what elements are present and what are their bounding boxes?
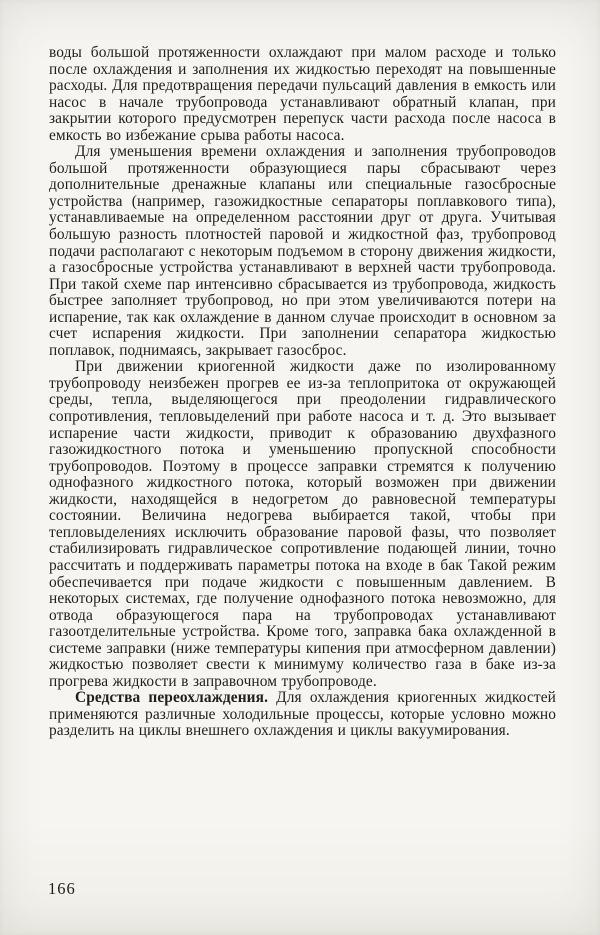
paragraph-bold-lead: Средства переохлаждения. [75,689,269,707]
paragraph: При движении криогенной жидкости даже по изолированному трубопроводу неизбежен прогрев ее из-за теплопритока от окружающей среды, тепла, выделяющегося при преодолении гидравлического сопротивления, тепловыделений при работе насоса и т. д. Это вызывает испарение части жидкости, приводит к образованию двухфазного газожидкостного потока и уменьшению пропускной способности трубопроводов. Поэтому в процессе заправки стремятся к получению однофазного жидкостного потока, который возможен при движении жидкости, находящейся в недогретом до равновесной температуры состоянии. Величина недогрева выбирается такой, чтобы при тепловыделениях исключить образование паровой фазы, что позволяет стабилизировать гидравлическое сопротивление подающей линии, точно рассчитать и поддерживать параметры потока на входе в бак Такой режим обеспечивается при подаче жидкости с повышенным давлением. В некоторых системах, где получение однофазного потока невозможно, для отвода образующегося пара на трубопроводах устанавливают газоотделительные устройства. Кроме того, заправка бака охлажденной в системе заправки (ниже температуры кипения при атмосферном давлении) жидкостью позволяет свести к минимуму количество газа в баке из-за прогрева жидкости в заправочном трубопроводе. [49,358,556,690]
paragraph [49,690,556,740]
paragraph-continuation: воды большой протяженности охлаждают при малом расходе и только после охлаждения и заполнения их жидкостью переходят на повышенные расходы. Для предотвращения передачи пульсаций давления в емкость или насос в начале трубопровода устанавливают обратный клапан, при закрытии которого предусмотрен перепуск части расхода после насоса в емкость во избежание срыва работы насоса. [49,44,556,144]
paragraph-body: Для охлаждения криогенных жидкостей применяются различные холодильные процессы, которые условно можно разделить на циклы внешнего охлаждения и циклы вакуумирования. [49,689,556,740]
page-number: 166 [48,879,76,898]
page-text [49,45,556,740]
paragraph: Для уменьшения времени охлаждения и заполнения трубопроводов большой протяженности образующиеся пары сбрасывают через дополнительные дренажные клапаны или специальные газосбросные устройства (например, газожидкостные сепараторы поплавкового типа), устанавливаемые на определенном расстоянии друг от друга. Учитывая большую разность плотностей паровой и жидкостной фаз, трубопровод подачи располагают с некоторым подъемом в сторону движения жидкости, а газосбросные устройства устанавливают в верхней части трубопровода. При такой схеме пар интенсивно сбрасывается из трубопровода, жидкость быстрее заполняет трубопровод, но при этом увеличиваются потери на испарение, так как охлаждение в данном случае происходит в основном за счет испарения жидкости. При заполнении сепаратора жидкостью поплавок, поднимаясь, закрывает газосброс. [49,143,556,359]
